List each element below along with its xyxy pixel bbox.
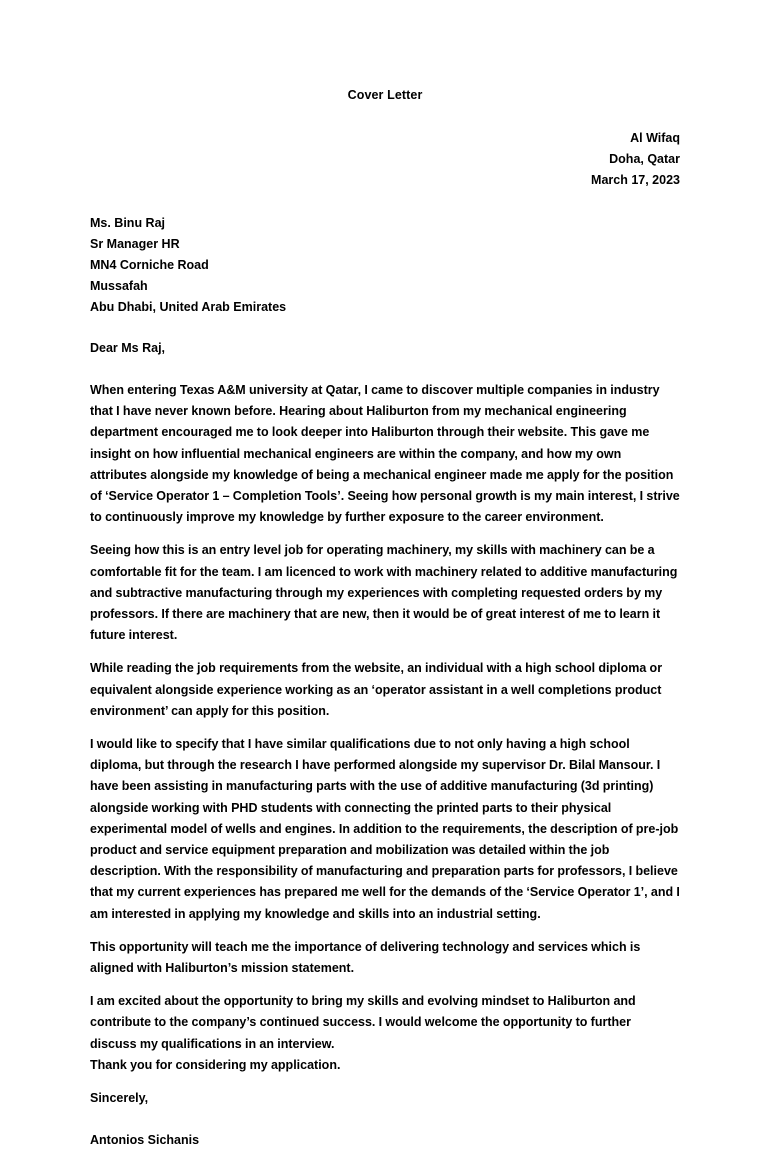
recipient-city-country: Abu Dhabi, United Arab Emirates [90,300,287,314]
recipient-name: Ms. Binu Raj [90,216,166,230]
body-paragraph-2: Seeing how this is an entry level job for operating machinery, my skills with machinery can be a comfortable fit for the team. I am licenced to work with machinery related to additive manufacturing and subtractive manufacturing through my experiences with completing requested orders by my professors. If there are machinery that are new, then it would be of great interest of me to learn it future interest. [90,543,678,643]
closing-salutation: Sincerely, [90,1091,149,1106]
thanks-line: Thank you for considering my application. [90,1057,341,1072]
page-title: Cover Letter [347,88,423,102]
body-paragraph-1: When entering Texas A&M university at Qatar, I came to discover multiple companies in industry that I have never known before. Hearing about Haliburton from my mechanical engineering department encouraged me to look deeper into Haliburton through their website. This gave me insight on how influential mechanical engineers are within the company, and how my own attributes alongside my knowledge of being a mechanical engineer made me apply for the position of ‘Service Operator 1 – Completion Tools’. Seeing how personal growth is my main interest, I strive to continuously improve my knowledge by further exposure to the career environment. [90,383,680,525]
body-paragraph-5: This opportunity will teach me the importance of delivering technology and services which is aligned with Haliburton’s mission statement. [90,939,641,976]
letter-content [90,85,680,1151]
signature-name: Antonios Sichanis [90,1133,200,1148]
sender-line-2: Doha, Qatar [609,152,680,166]
body-paragraph-3: While reading the job requirements from the website, an individual with a high school diploma or equivalent alongside experience working as an ‘operator assistant in a well completions product environment’ can apply for this position. [90,661,663,718]
body-paragraph-6: I am excited about the opportunity to bring my skills and evolving mindset to Haliburton and contribute to the company’s continued success. I would welcome the opportunity to further discuss my qualifications in an interview. [90,994,636,1051]
sender-date: March 17, 2023 [591,173,680,187]
recipient-street: MN4 Corniche Road [90,258,209,272]
sender-address-block [90,128,680,191]
salutation: Dear Ms Raj, [90,341,166,355]
sender-line-1: Al Wifaq [630,131,680,145]
body-paragraph-4: I would like to specify that I have similar qualifications due to not only having a high school diploma, but through the research I have performed alongside my supervisor Dr. Bilal Mansour. I have been assisting in manufacturing parts with the use of additive manufacturing (3d printing) alongside working with PHD students with connecting the printed parts to their physical experimental model of wells and engines. In addition to the requirements, the description of pre-job product and service equipment preparation and mobilization was detailed within the job description. With the responsibility of manufacturing and preparation parts for professors, I believe that my current experiences has prepared me well for the demands of the ‘Service Operator 1’, and I am interested in applying my knowledge and skills into an industrial setting. [90,737,680,921]
recipient-district: Mussafah [90,279,148,293]
recipient-title: Sr Manager HR [90,237,180,251]
recipient-address-block [90,213,680,318]
